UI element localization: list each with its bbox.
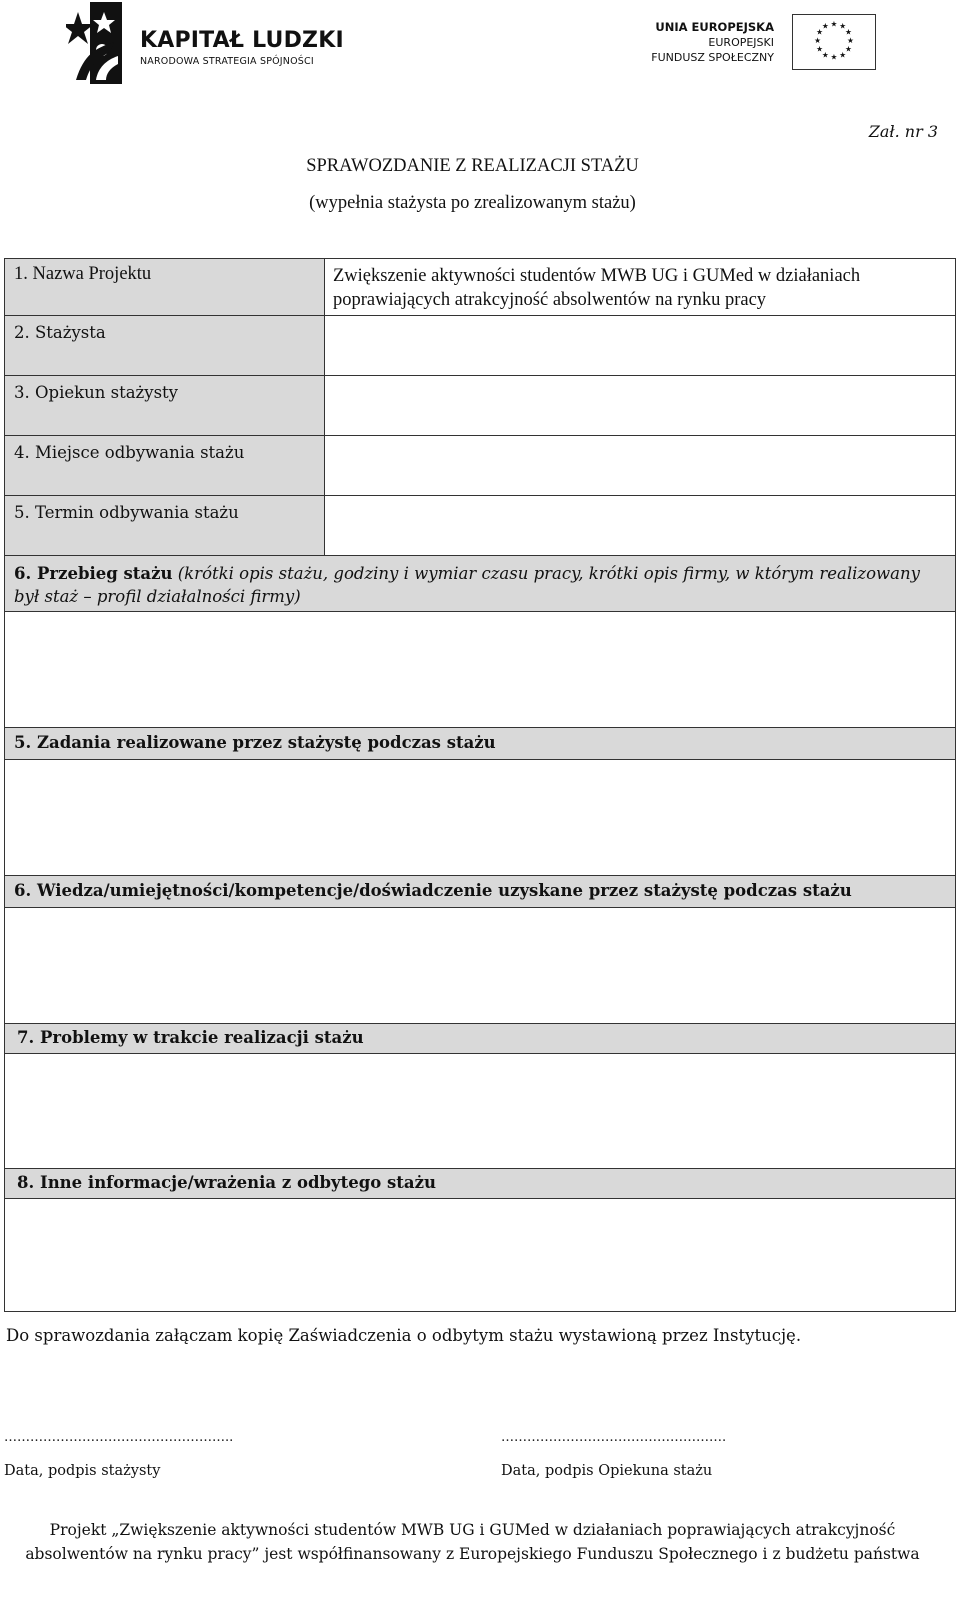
internship-course-field[interactable]	[4, 611, 956, 728]
intern-field[interactable]	[324, 315, 956, 376]
attachment-note: Do sprawozdania załączam kopię Zaświadczenia o odbytym stażu wystawioną przez Instytucję.	[6, 1326, 802, 1345]
skills-field[interactable]	[4, 907, 956, 1024]
eu-flag-icon	[792, 14, 876, 70]
svg-text:★: ★	[839, 21, 847, 31]
svg-text:★: ★	[814, 35, 822, 45]
internship-term-label: 5. Termin odbywania stażu	[4, 495, 325, 556]
svg-text:★: ★	[830, 19, 838, 29]
intern-label: 2. Stażysta	[4, 315, 325, 376]
eu-logo-line2: EUROPEJSKI	[708, 36, 774, 49]
svg-text:★: ★	[830, 52, 838, 62]
tasks-field[interactable]	[4, 759, 956, 876]
footer-line2: absolwentów na rynku pracy” jest współfinansowany z Europejskiego Funduszu Społecznego i z budżetu państwa	[25, 1545, 920, 1563]
project-name-label: 1. Nazwa Projektu	[4, 258, 325, 316]
svg-text:★: ★	[816, 27, 823, 37]
intern-signature-label: Data, podpis stażysty	[4, 1463, 161, 1479]
internship-course-desc-line2: był staż – profil działalności firmy)	[14, 587, 301, 606]
svg-text:★: ★	[845, 27, 852, 37]
project-name-line2: poprawiających atrakcyjność absolwentów na rynku pracy	[333, 290, 767, 310]
intern-signature-line: ……………………………………………..	[4, 1430, 234, 1445]
tasks-label: 5. Zadania realizowane przez stażystę podczas stażu	[4, 727, 956, 760]
problems-field[interactable]	[4, 1053, 956, 1169]
eu-logo-line1: UNIA EUROPEJSKA	[655, 20, 774, 34]
svg-text:★: ★	[821, 21, 829, 31]
kapital-ludzki-emblem-icon	[66, 2, 122, 84]
svg-text:★: ★	[816, 44, 823, 54]
supervisor-signature-label: Data, podpis Opiekuna stażu	[501, 1463, 713, 1479]
document-title: SPRAWOZDANIE Z REALIZACJI STAŻU	[306, 156, 639, 176]
other-info-label: 8. Inne informacje/wrażenia z odbytego stażu	[4, 1168, 956, 1199]
internship-course-desc-line1: (krótki opis stażu, godziny i wymiar czasu pracy, krótki opis firmy, w którym realizowany	[177, 564, 920, 583]
supervisor-field[interactable]	[324, 375, 956, 436]
project-name-line1: Zwiększenie aktywności studentów MWB UG i GUMed w działaniach	[333, 266, 861, 286]
supervisor-signature-line: …………………………………………….	[501, 1430, 727, 1445]
svg-text:★: ★	[821, 50, 829, 60]
internship-course-label: 6. Przebieg stażu	[14, 564, 173, 583]
svg-text:★: ★	[846, 35, 854, 45]
internship-term-field[interactable]	[324, 495, 956, 556]
project-name-value	[324, 258, 956, 316]
other-info-field[interactable]	[4, 1198, 956, 1312]
eu-social-fund-logo	[650, 14, 880, 70]
svg-text:★: ★	[845, 44, 852, 54]
svg-text:★: ★	[839, 50, 847, 60]
internship-place-label: 4. Miejsce odbywania stażu	[4, 435, 325, 496]
internship-course-header	[4, 555, 956, 612]
footer-line1: Projekt „Zwiększenie aktywności studentów MWB UG i GUMed w działaniach poprawiających atrakcyjność	[49, 1521, 896, 1539]
eu-logo-line3: FUNDUSZ SPOŁECZNY	[651, 51, 774, 64]
supervisor-label: 3. Opiekun stażysty	[4, 375, 325, 436]
attachment-number: Zał. nr 3	[868, 122, 938, 141]
skills-label: 6. Wiedza/umiejętności/kompetencje/doświadczenie uzyskane przez stażystę podczas stażu	[4, 875, 956, 908]
kapital-ludzki-logo	[66, 2, 344, 84]
problems-label: 7. Problemy w trakcie realizacji stażu	[4, 1023, 956, 1054]
kapital-ludzki-title: KAPITAŁ LUDZKI	[140, 28, 344, 53]
internship-place-field[interactable]	[324, 435, 956, 496]
kapital-ludzki-subtitle: NARODOWA STRATEGIA SPÓJNOŚCI	[140, 56, 314, 67]
document-subtitle: (wypełnia stażysta po zrealizowanym stażu)	[309, 193, 636, 213]
